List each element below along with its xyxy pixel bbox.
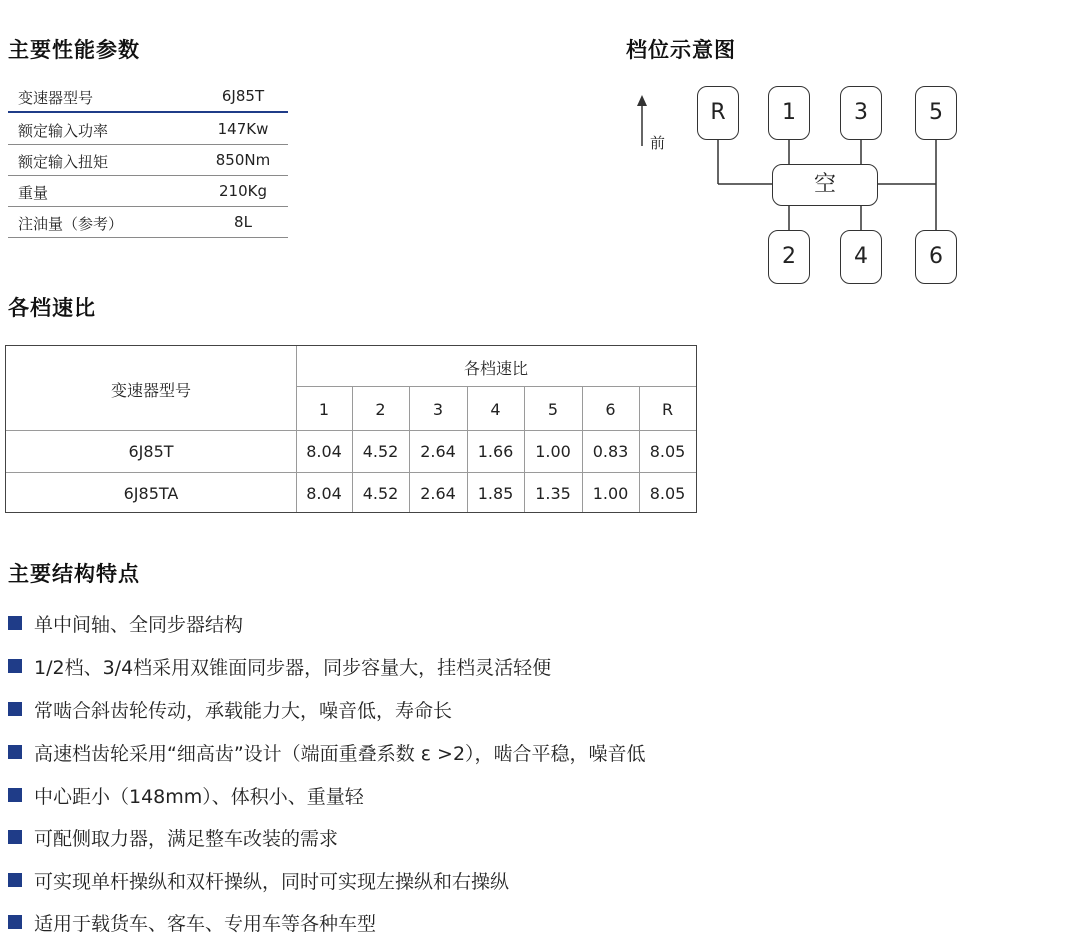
ratio-cell: 8.04 <box>306 484 342 503</box>
ratio-table <box>5 345 697 513</box>
spec-value: 6J85T <box>221 87 265 105</box>
ratio-cell: 0.83 <box>592 442 629 461</box>
features-section-title: 主要结构特点 <box>8 562 140 586</box>
gear-header: 6 <box>605 400 616 419</box>
gear-header: R <box>661 400 674 419</box>
ratio-cell: 8.04 <box>306 442 342 461</box>
bullet-square-icon <box>8 873 22 887</box>
ratio-section-title: 各档速比 <box>8 296 96 320</box>
spec-value: 210Kg <box>219 182 267 200</box>
gear-header: 4 <box>490 400 501 419</box>
ratio-cell: 8.05 <box>649 442 686 461</box>
spec-label: 额定输入功率 <box>18 122 109 140</box>
forward-arrow-icon <box>637 95 647 146</box>
bullet-square-icon <box>8 830 22 844</box>
ratio-cell: 2.64 <box>420 442 456 461</box>
bullet-square-icon <box>8 702 22 716</box>
ratio-cell: 1.00 <box>592 484 629 503</box>
row-model: 6J85T <box>128 442 174 461</box>
spec-value: 8L <box>234 213 252 231</box>
bullet-square-icon <box>8 915 22 929</box>
gear-header: 3 <box>432 400 444 419</box>
bullet-square-icon <box>8 616 22 630</box>
gear-1: 1 <box>768 86 810 140</box>
gear-header: 1 <box>318 400 330 419</box>
gear-2: 2 <box>768 230 810 284</box>
model-header: 变速器型号 <box>110 381 191 400</box>
gear-neutral: 空 <box>772 164 878 206</box>
ratio-cell: 2.64 <box>420 484 456 503</box>
gear-4: 4 <box>840 230 882 284</box>
gear-diagram-title: 档位示意图 <box>626 38 736 62</box>
forward-label: 前 <box>650 134 666 152</box>
ratio-cell: 8.05 <box>649 484 686 503</box>
ratio-cell: 1.85 <box>477 484 514 503</box>
bullet-square-icon <box>8 659 22 673</box>
spec-label: 注油量（参考） <box>18 215 124 233</box>
gear-header: 2 <box>375 400 386 419</box>
gear-3: 3 <box>840 86 882 140</box>
ratio-cell: 4.52 <box>362 442 399 461</box>
gear-6: 6 <box>915 230 957 284</box>
gear-header: 5 <box>547 400 559 419</box>
ratio-cell: 1.66 <box>477 442 514 461</box>
ratio-header: 各档速比 <box>463 359 528 378</box>
row-model: 6J85TA <box>123 484 179 503</box>
spec-label: 变速器型号 <box>18 89 94 107</box>
spec-value: 147Kw <box>217 120 269 138</box>
bullet-square-icon <box>8 745 22 759</box>
gear-5: 5 <box>915 86 957 140</box>
spec-label: 重量 <box>18 184 49 202</box>
ratio-cell: 1.00 <box>535 442 571 461</box>
spec-label: 额定输入扭矩 <box>18 153 109 171</box>
gear-r: R <box>697 86 739 140</box>
ratio-cell: 4.52 <box>362 484 399 503</box>
spec-value: 850Nm <box>215 151 271 169</box>
ratio-cell: 1.35 <box>535 484 571 503</box>
bullet-square-icon <box>8 788 22 802</box>
spec-section-title: 主要性能参数 <box>8 38 140 62</box>
